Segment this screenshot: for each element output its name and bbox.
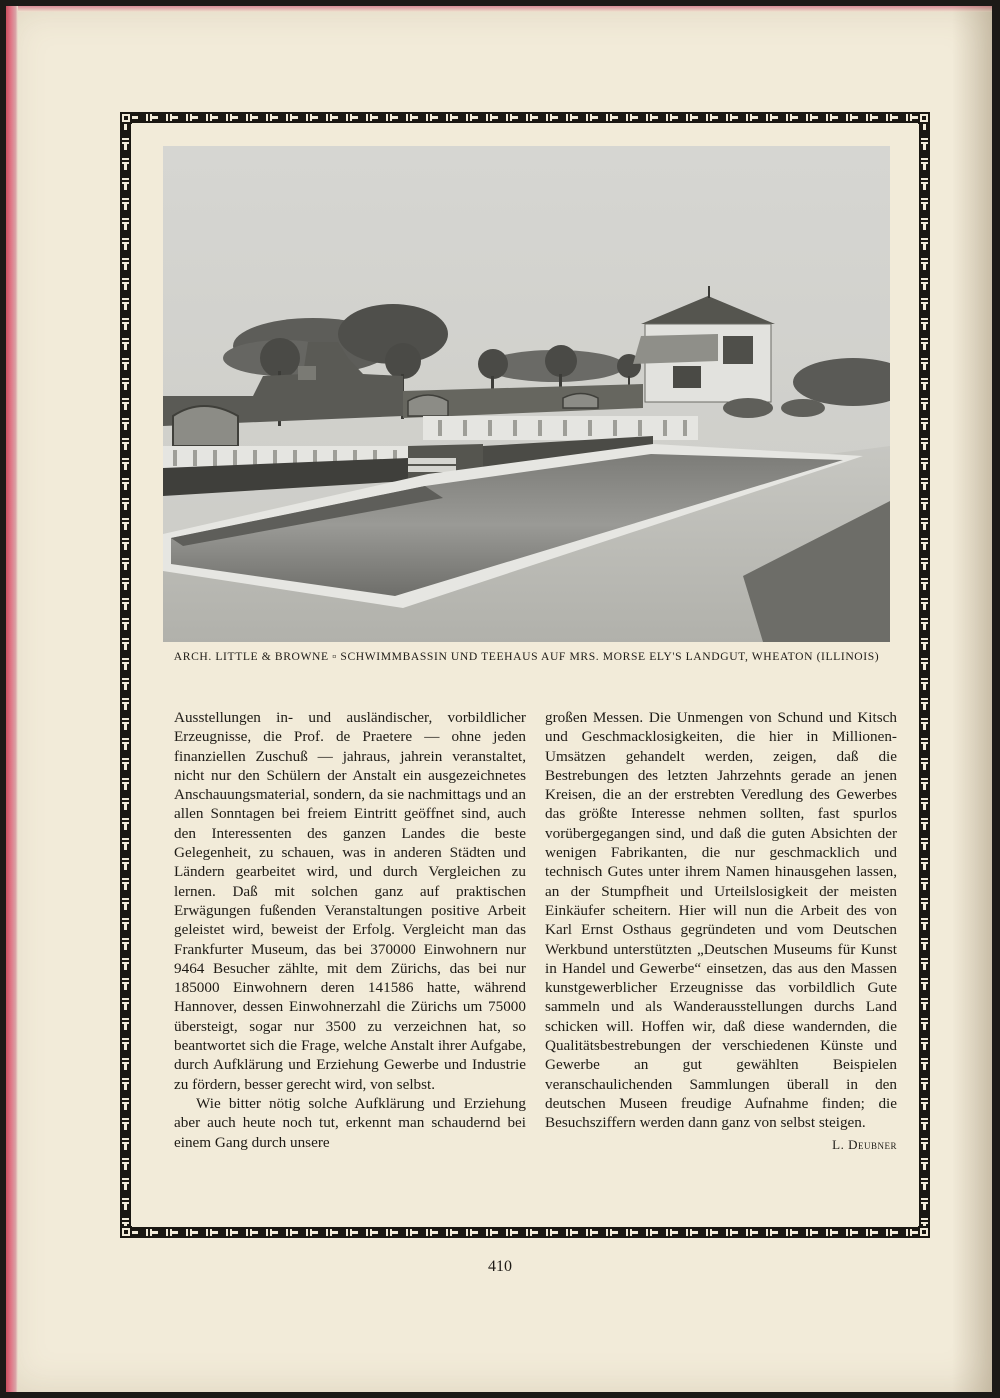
binding-gutter [952, 6, 992, 1392]
pool-photograph [163, 146, 890, 642]
frame-corner-ornament [918, 112, 930, 124]
page-top-edge [18, 6, 992, 12]
frame-bottom-border [132, 1227, 918, 1238]
frame-corner-ornament [120, 112, 132, 124]
author-signature: L. Deubner [832, 1136, 897, 1152]
frame-corner-ornament [120, 1226, 132, 1238]
page-edge [6, 6, 18, 1392]
body-paragraph: Wie bitter nötig solche Aufklärung und Erziehung aber auch heute noch tut, erkennt man schaudernd bei einem Gang durch unsere [174, 1094, 526, 1151]
photo-illustration [163, 146, 890, 642]
frame-top-border [132, 112, 918, 123]
left-text-column [174, 708, 526, 1152]
photo-caption: ARCH. LITTLE & BROWNE ▫ SCHWIMMBASSIN UND TEEHAUS AUF MRS. MORSE ELY'S LANDGUT, WHEATON (ILLINOIS) [173, 650, 880, 663]
right-text-column [545, 708, 897, 1154]
frame-right-border [919, 124, 930, 1226]
body-paragraph: Ausstellungen in- und ausländischer, vorbildlicher Erzeugnisse, die Prof. de Praetere — ohne jeden finanziellen Zuschuß — jahraus, jahrein veranstaltet, nicht nur den Schülern der Anstalt ein ausgezeichnetes Anschauungsmaterial, sondern, da sie nachmittags und an allen Sonntagen bei freiem Eintritt geöffnet sind, auch den Interessenten des ganzen Landes die beste Gelegenheit, zu schauen, was in anderen Städten und Ländern gearbeitet wird, und durch Vergleichen zu lernen. Daß mit solchen ganz auf praktischen Erwägungen fußenden Veranstaltungen positive Arbeit geleistet wird, beweist der Erfolg. Vergleicht man das Frankfurter Museum, das bei 370000 Einwohnern nur 9464 Besucher zählte, mit dem Zürichs, das bei nur 185000 Einwohnern deren 141586 hatte, während Hannover, dessen Einwohnerzahl die Zürichs um 75000 übersteigt, sogar nur 3500 zu verzeichnen hat, so beantwortet sich die Frage, welche Anstalt ihrer Aufgabe, durch Aufklärung und Erziehung Gewerbe und Industrie zu fördern, besser gerecht wird, von selbst. [174, 709, 526, 1093]
frame-left-border [120, 124, 131, 1226]
body-paragraph: großen Messen. Die Unmengen von Schund und Kitsch und Geschmacklosigkeiten, die hier in Millionen-Umsätzen gehandelt werden, zeigen, daß die Bestrebungen des letzten Jahrzehnts gerade an jenen Kreisen, die an der erstrebten Veredlung des Gewerbes das größte Interesse nehmen sollten, fast spurlos vorübergegangen sind, und daß die guten Absichten der wenigen Fabrikanten, die nur geschmacklich und technisch Gutes unter ihrem Namen hinausgehen lassen, an der Stumpfheit und Urteilslosigkeit der meisten Einkäufer scheitern. Hier will nun die Arbeit des von Karl Ernst Osthaus gegründeten und vom Deutschen Werkbund unterstützten „Deutschen Museums für Kunst in Handel und Gewerbe“ einsetzen, das aus den Massen kunstgewerblicher Erzeugnisse das vorbildlich Gute sammeln und als Wanderausstellungen durchs Land schicken will. Hoffen wir, daß diese wandernden, die Qualitätsbestrebungen der verschiedenen Künste und Gewerbe an gut gewählten Beispielen veranschaulichenden Sammlungen überall in den deutschen Museen freudige Aufnahme finden; die Besuchsziffern werden dann ganz von selbst steigen. [545, 709, 897, 1132]
frame-corner-ornament [918, 1226, 930, 1238]
page-number: 410 [488, 1258, 512, 1275]
